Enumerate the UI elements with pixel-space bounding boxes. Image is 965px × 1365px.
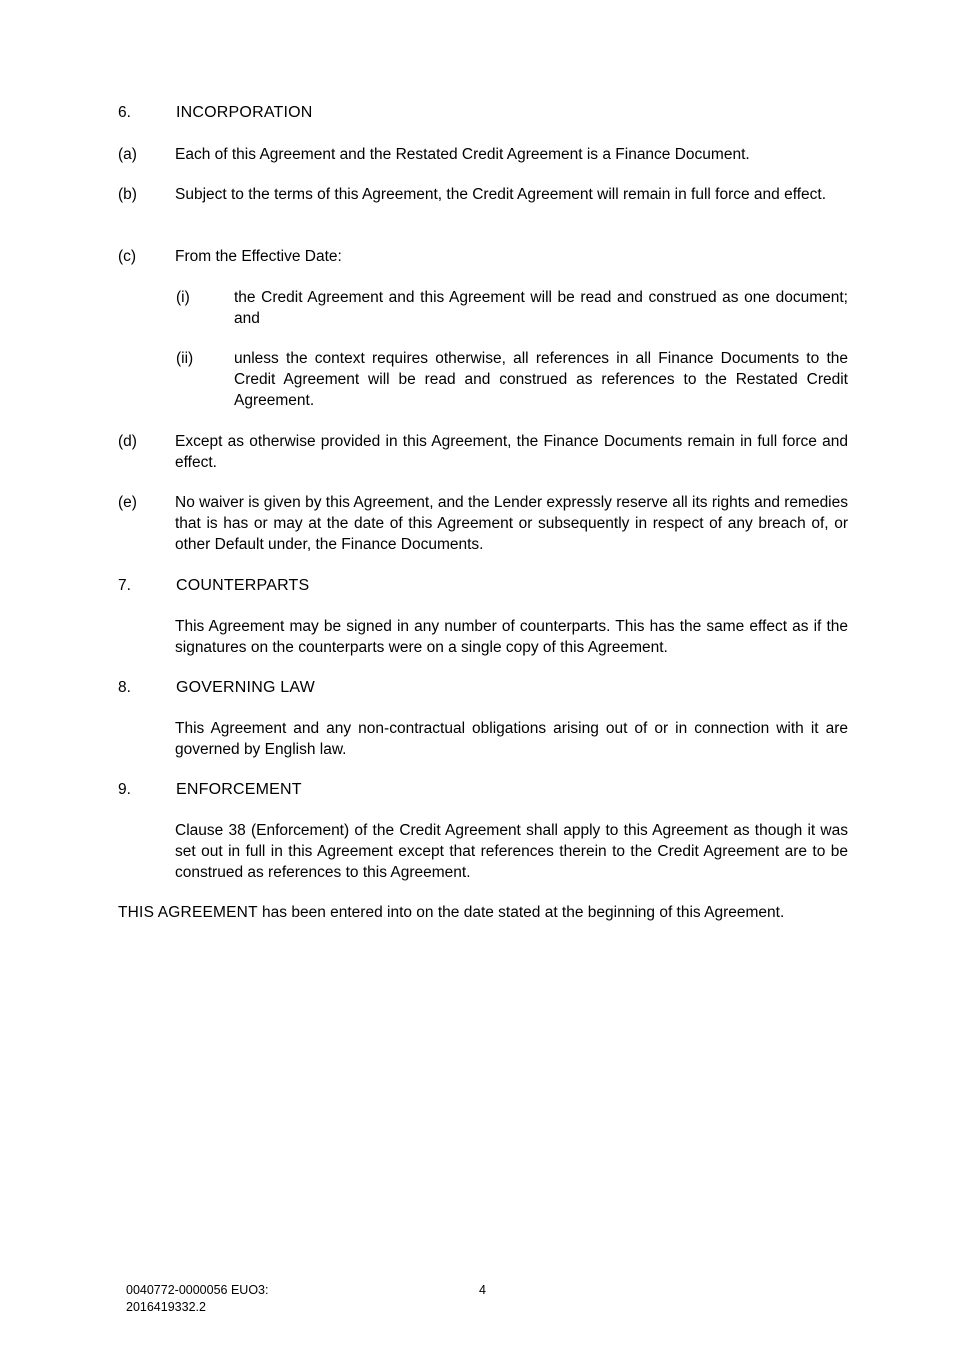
section-6-title: INCORPORATION <box>176 104 313 121</box>
item-6c-ii-label: (ii) <box>176 350 194 367</box>
item-6c-text: From the Effective Date: <box>175 248 342 265</box>
section-8-title: GOVERNING LAW <box>176 679 315 696</box>
item-6b-label: (b) <box>118 186 137 203</box>
item-6c-i-label: (i) <box>176 289 190 306</box>
item-6c-ii-text: unless the context requires otherwise, all references in all Finance Documents to the Credit Agreement will be read and construed as references to the Restated Credit Agreement. <box>234 350 848 409</box>
item-6d-label: (d) <box>118 433 137 450</box>
item-6e-text: No waiver is given by this Agreement, and the Lender expressly reserve all its rights and remedies that is has or may at the date of this Agreement or subsequently in respect of any breach of, or other Default under, the Finance Documents. <box>175 494 848 553</box>
item-6c-label: (c) <box>118 248 137 265</box>
item-6e-label: (e) <box>118 494 137 511</box>
document-reference-line-2: 2016419332.2 <box>126 1300 206 1314</box>
section-7-number: 7. <box>118 577 131 594</box>
section-7-text: This Agreement may be signed in any number of counterparts. This has the same effect as if the signatures on the counterparts were on a single copy of this Agreement. <box>175 618 848 656</box>
item-6d-text: Except as otherwise provided in this Agreement, the Finance Documents remain in full force and effect. <box>175 433 848 471</box>
section-8-text: This Agreement and any non-contractual obligations arising out of or in connection with it are governed by English law. <box>175 720 848 758</box>
item-6a-label: (a) <box>118 146 137 163</box>
closing-lead: THIS AGREEMENT <box>118 904 258 921</box>
closing-text: has been entered into on the date stated at the beginning of this Agreement. <box>257 904 785 921</box>
section-9-number: 9. <box>118 781 131 798</box>
section-7-title: COUNTERPARTS <box>176 577 310 594</box>
document-reference-line-1: 0040772-0000056 EUO3: <box>126 1283 269 1297</box>
section-8-number: 8. <box>118 679 131 696</box>
section-9-text: Clause 38 (Enforcement) of the Credit Agreement shall apply to this Agreement as though it was set out in full in this Agreement except that references therein to the Credit Agreement are to be construed as references to this Agreement. <box>175 822 848 881</box>
page-number: 4 <box>479 1283 486 1297</box>
item-6b-text: Subject to the terms of this Agreement, the Credit Agreement will remain in full force and effect. <box>175 186 827 203</box>
section-9-title: ENFORCEMENT <box>176 781 302 798</box>
closing-statement <box>118 902 848 923</box>
document-reference <box>126 1282 268 1316</box>
item-6a-text: Each of this Agreement and the Restated Credit Agreement is a Finance Document. <box>175 146 750 163</box>
section-6-number: 6. <box>118 104 131 121</box>
item-6c-i-text: the Credit Agreement and this Agreement will be read and construed as one document; and <box>234 289 848 327</box>
